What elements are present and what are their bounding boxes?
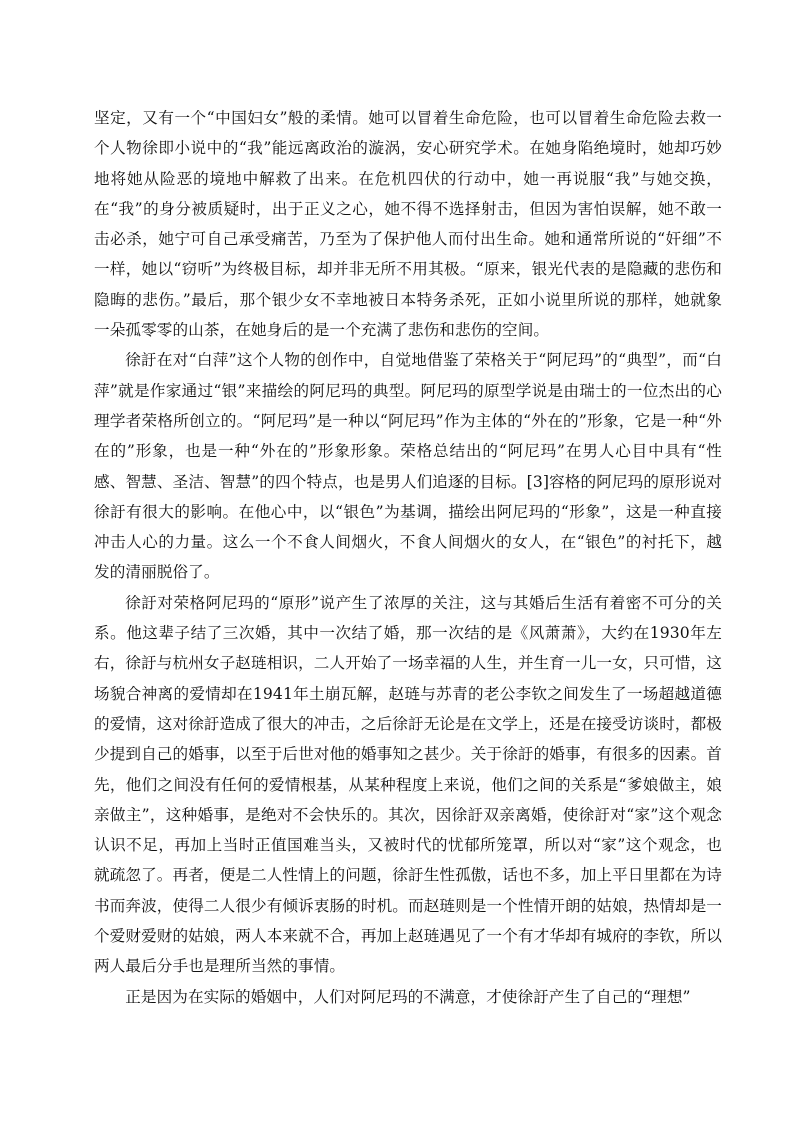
paragraph-1: 坚定，又有一个“中国妇女”般的柔情。她可以冒着生命危险，也可以冒着生命危险去救一个人物徐即小说中的“我”能远离政治的漩涡，安心研究学术。在她身陷绝境时，她却巧妙地将她从险恶的境地中解救了出来。在危机四伏的行动中，她一再说服“我”与她交换，在“我”的身分被质疑时，出于正义之心，她不得不选择射击，但因为害怕误解，她不敢一击必杀，她宁可自己承受痛苦，乃至为了保护他人而付出生命。她和通常所说的“奸细”不一样，她以“窃听”为终极目标，却并非无所不用其极。“原来，银光代表的是隐藏的悲伤和隐晦的悲伤。”最后，那个银少女不幸地被日本特务杀死，正如小说里所说的那样，她就象一朵孤零零的山茶，在她身后的是一个充满了悲伤和悲伤的空间。 [94,109,722,340]
paragraph-3: 徐訏对荣格阿尼玛的“原形”说产生了浓厚的关注，这与其婚后生活有着密不可分的关系。他这辈子结了三次婚，其中一次结了婚，那一次结的是《风萧萧》，大约在1930年左右，徐訏与杭州女子赵琏相识，二人开始了一场幸福的人生，并生育一儿一女，只可惜，这场貌合神离的爱情却在1941年土崩瓦解，赵琏与苏青的老公李钦之间发生了一场超越道德的爱情，这对徐訏造成了很大的冲击，之后徐訏无论是在文学上，还是在接受访谈时，都极少提到自己的婚事，以至于后世对他的婚事知之甚少。关于徐訏的婚事，有很多的因素。首先，他们之间没有任何的爱情根基，从某种程度上来说，他们之间的关系是“爹娘做主，娘亲做主”，这种婚事，是绝对不会快乐的。其次，因徐訏双亲离婚，使徐訏对“家”这个观念认识不足，再加上当时正值国难当头，又被时代的忧郁所笼罩，所以对“家”这个观念，也就疏忽了。再者，便是二人性情上的问题，徐訏生性孤傲，话也不多，加上平日里都在为诗书而奔波，使得二人很少有倾诉衷肠的时机。而赵琏则是一个性情开朗的姑娘，热情却是一个爱财爱财的姑娘，两人本来就不合，再加上赵琏遇见了一个有才华却有城府的李钦，所以两人最后分手也是理所当然的事情。 [94,593,722,976]
paragraph-4: 正是因为在实际的婚姻中，人们对阿尼玛的不满意，才使徐訏产生了自己的“理想” [125,987,691,1006]
paragraph-2: 徐訏在对“白萍”这个人物的创作中，自觉地借鉴了荣格关于“阿尼玛”的“典型”，而“白萍”就是作家通过“银”来描绘的阿尼玛的典型。阿尼玛的原型学说是由瑞士的一位杰出的心理学者荣格所创立的。“阿尼玛”是一种以“阿尼玛”作为主体的“外在的”形象，它是一种“外在的”形象，也是一种“外在的”形象形象。荣格总结出的“阿尼玛”在男人心目中具有“性感、智慧、圣洁、智慧”的四个特点，也是男人们追逐的目标。[3]容格的阿尼玛的原形说对徐訏有很大的影响。在他心中，以“银色”为基调，描绘出阿尼玛的“形象”，这是一种直接冲击人心的力量。这么一个不食人间烟火，不食人间烟火的女人，在“银色”的衬托下，越发的清丽脱俗了。 [94,351,722,582]
body-text [94,103,722,1012]
